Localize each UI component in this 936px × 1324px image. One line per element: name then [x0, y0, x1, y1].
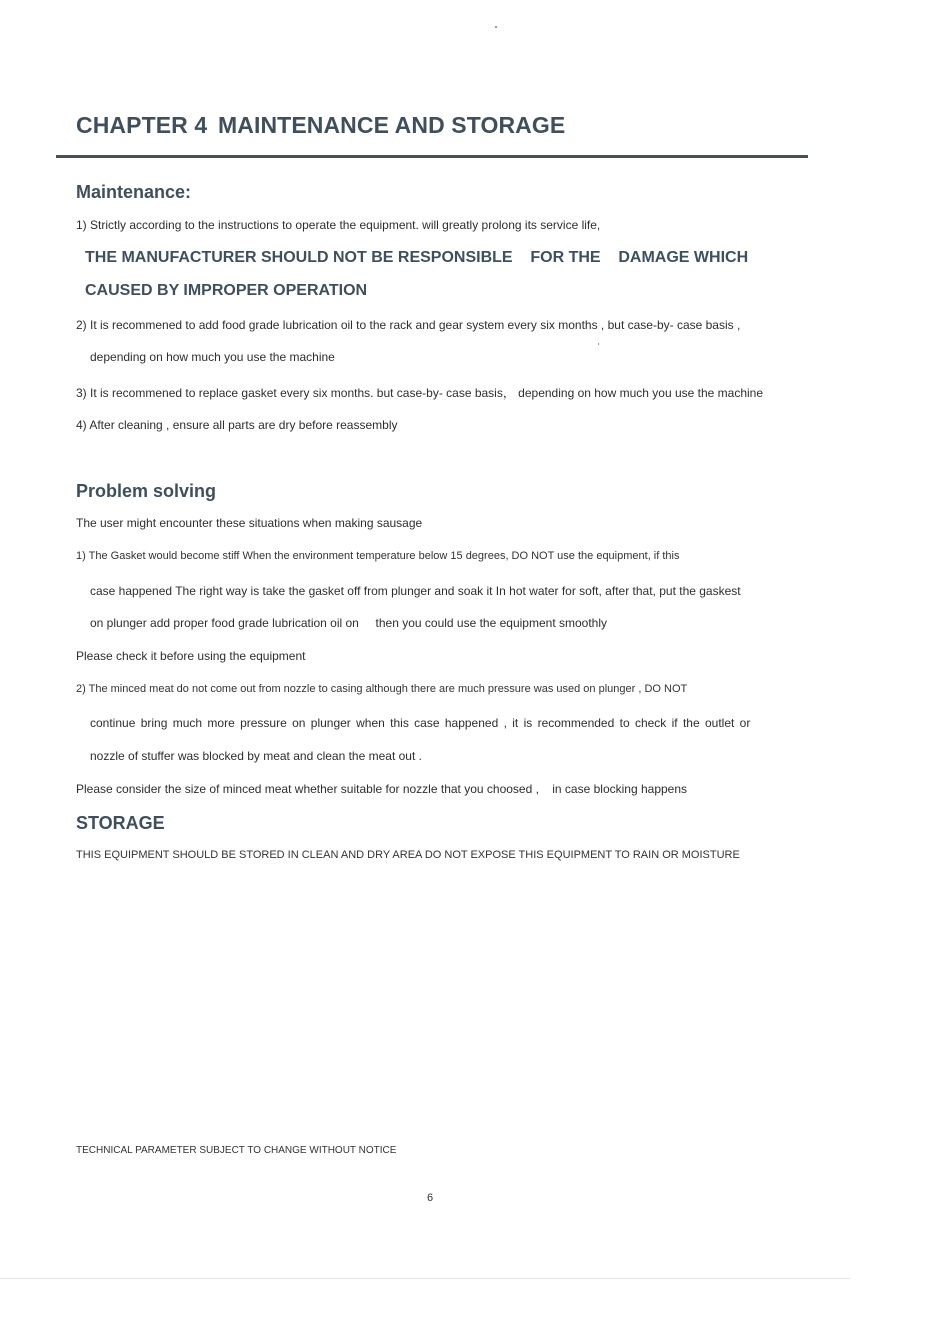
warning-line-2: CAUSED BY IMPROPER OPERATION	[85, 282, 368, 299]
chapter-title: MAINTENANCE AND STORAGE	[218, 112, 566, 138]
maintenance-heading: Maintenance:	[76, 182, 192, 202]
problem-item-1-line-2: case happened The right way is take the gasket off from plunger and soak it In hot water for soft, after that, put the gaskest	[90, 584, 741, 598]
warning-line-1: THE MANUFACTURER SHOULD NOT BE RESPONSIBLE FOR THE DAMAGE WHICH	[85, 249, 749, 266]
problem-consider-note: Please consider the size of minced meat whether suitable for nozzle that you choosed , in case blocking happens	[76, 782, 688, 796]
storage-text: THIS EQUIPMENT SHOULD BE STORED IN CLEAN AND DRY AREA DO NOT EXPOSE THIS EQUIPMENT TO RAIN OR MOISTURE	[76, 849, 740, 861]
storage-heading: STORAGE	[76, 813, 165, 833]
chapter-number: CHAPTER 4	[76, 112, 208, 138]
problem-check-note: Please check it before using the equipment	[76, 649, 306, 663]
scan-edge-line	[0, 1278, 850, 1279]
scan-speck	[495, 26, 497, 28]
maintenance-item-3: 3) It is recommened to replace gasket every six months. but case-by- case basis， depending on how much you use the machine	[76, 386, 764, 400]
maintenance-item-4: 4) After cleaning , ensure all parts are dry before reassembly	[76, 418, 398, 432]
problem-item-2-line-3: nozzle of stuffer was blocked by meat and clean the meat out .	[90, 749, 422, 763]
scan-speck	[598, 343, 599, 345]
maintenance-item-2-line-2: depending on how much you use the machine	[90, 350, 335, 364]
problem-intro: The user might encounter these situations when making sausage	[76, 516, 423, 530]
page-number: 6	[427, 1192, 434, 1204]
chapter-heading	[76, 112, 565, 139]
maintenance-item-1: 1) Strictly according to the instructions to operate the equipment. will greatly prolong its service life,	[76, 218, 601, 232]
maintenance-item-2-line-1: 2) It is recommened to add food grade lubrication oil to the rack and gear system every six months , but case-by- case basis ,	[76, 318, 741, 332]
problem-item-2-line-2: continue bring much more pressure on plunger when this case happened , it is recommended to check if the outlet or	[90, 716, 751, 730]
problem-item-1-line-3: on plunger add proper food grade lubrication oil on then you could use the equipment smoothly	[90, 616, 608, 630]
footer-notice: TECHNICAL PARAMETER SUBJECT TO CHANGE WITHOUT NOTICE	[76, 1145, 397, 1156]
problem-item-1-line-1: 1) The Gasket would become stiff When the environment temperature below 15 degrees, DO NOT use the equipment, if this	[76, 550, 680, 562]
chapter-divider	[56, 155, 808, 158]
problem-solving-heading: Problem solving	[76, 481, 217, 501]
problem-item-2-line-1: 2) The minced meat do not come out from nozzle to casing although there are much pressure was used on plunger , DO NOT	[76, 683, 688, 695]
